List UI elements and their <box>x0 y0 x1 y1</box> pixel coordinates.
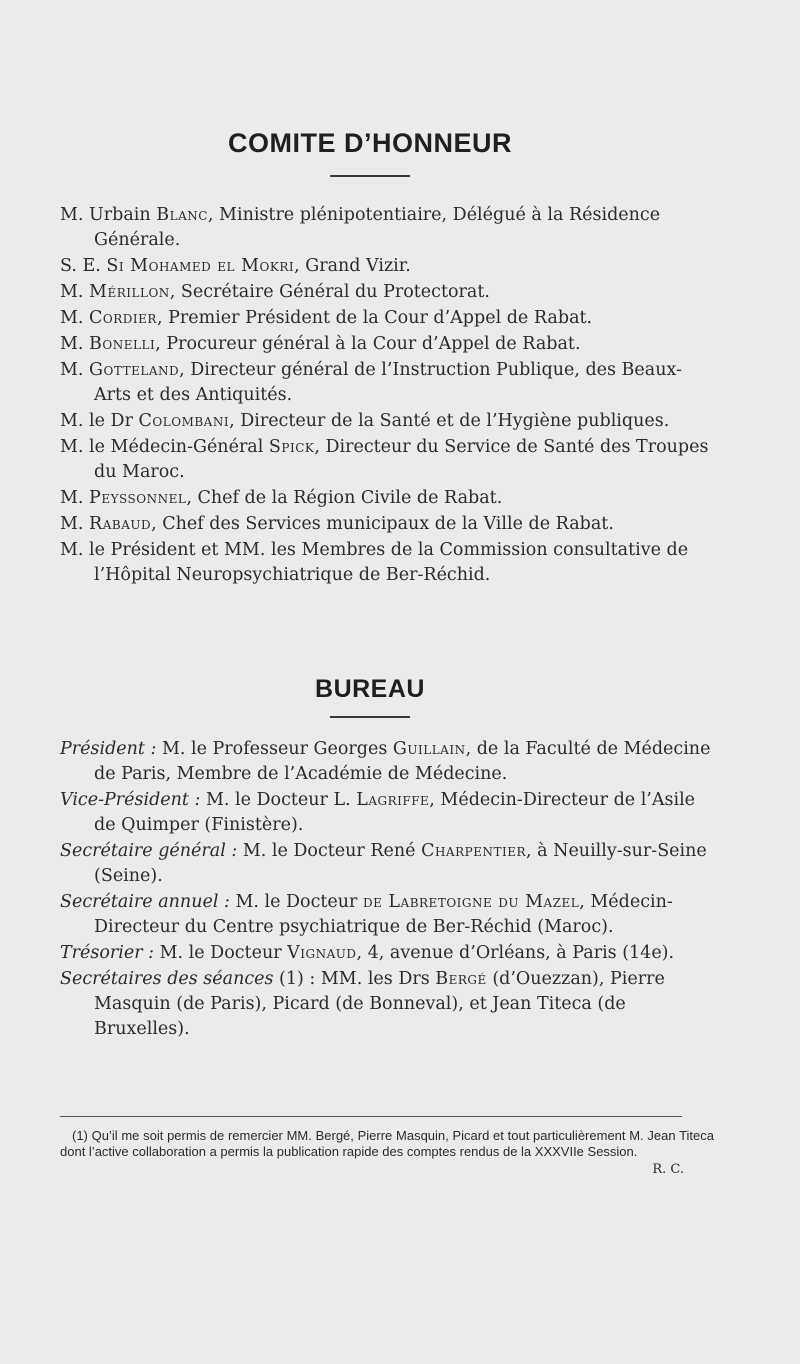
entry-name: Bergé <box>435 969 487 989</box>
entry-name: Colombani <box>138 411 230 431</box>
footnote-text: (1) Qu’il me soit permis de remercier MM. Bergé, Pierre Masquin, Picard et tout particulièrement M. Jean Titeca dont l’active collaboration a permis la publication rapide des comptes rendus de la XXXVIIe Session. <box>60 1128 714 1159</box>
entry-text: , 4, avenue d’Orléans, à Paris (14e). <box>356 943 675 963</box>
entry-role: Secrétaire général : <box>60 841 238 861</box>
entry-text: , Procureur général à la Cour d’Appel de Rabat. <box>155 334 581 354</box>
entry-text: , Chef des Services municipaux de la Ville de Rabat. <box>151 514 614 534</box>
entry-name: Spick <box>268 437 315 457</box>
comite-entry <box>60 409 712 434</box>
entry-name: Bonelli <box>89 334 156 354</box>
entry-text: , Directeur général de l’Instruction Publique, des Beaux-Arts et des Antiquités. <box>94 360 682 405</box>
entry-text: , Chef de la Région Civile de Rabat. <box>186 488 503 508</box>
entry-prefix: M. le Docteur <box>154 943 288 963</box>
entry-prefix: M. le Docteur <box>229 892 363 912</box>
comite-entry <box>60 538 712 588</box>
entry-role: Trésorier : <box>60 943 155 963</box>
entry-prefix: M. <box>60 514 90 534</box>
entry-role: Vice-Président : <box>60 790 201 810</box>
entry-text: , de la Faculté de Médecine de Paris, Membre de l’Académie de Médecine. <box>94 739 711 784</box>
entry-text: , Médecin-Directeur de l’Asile de Quimper (Finistère). <box>94 790 696 835</box>
entry-prefix: M. le Docteur L. <box>200 790 357 810</box>
footnote-rule <box>60 1116 682 1117</box>
entry-text: , Directeur de la Santé et de l’Hygiène publiques. <box>229 411 670 431</box>
comite-entry <box>60 280 712 305</box>
comite-entry <box>60 203 712 253</box>
entry-text: , Directeur du Service de Santé des Troupes du Maroc. <box>94 437 709 482</box>
entry-name: Gotteland <box>89 360 180 380</box>
bureau-entry <box>60 941 712 966</box>
entry-role: Président : <box>60 739 157 759</box>
entry-prefix: M. <box>60 360 90 380</box>
entry-name: Blanc <box>156 205 208 225</box>
comite-entry <box>60 512 712 537</box>
entry-role: Secrétaire annuel : <box>60 892 230 912</box>
entry-role: Secrétaires des séances <box>60 969 274 989</box>
bureau-list <box>60 737 712 1043</box>
entry-text: , Ministre plénipotentiaire, Délégué à la Résidence Générale. <box>94 205 661 250</box>
entry-name: Charpentier <box>421 841 527 861</box>
comite-list <box>60 203 712 589</box>
comite-entry <box>60 435 712 485</box>
section-title-comite: COMITE D’HONNEUR <box>228 128 512 158</box>
entry-text: , à Neuilly-sur-Seine (Seine). <box>94 841 707 886</box>
footnote-signature: R. C. <box>652 1162 684 1177</box>
title-rule <box>330 716 410 718</box>
entry-name: de Labretoigne du Mazel <box>362 892 580 912</box>
entry-text: , Premier Président de la Cour d’Appel de Rabat. <box>156 308 593 328</box>
entry-name: Lagriffe <box>356 790 430 810</box>
bureau-entry <box>60 737 712 787</box>
entry-name: Si Mohamed el Mokri <box>106 256 295 276</box>
entry-name: Vignaud <box>287 943 357 963</box>
entry-text: , Grand Vizir. <box>294 256 411 276</box>
entry-name: Guillain <box>392 739 466 759</box>
entry-prefix: M. Urbain <box>60 205 157 225</box>
entry-text: , Secrétaire Général du Protectorat. <box>169 282 490 302</box>
entry-prefix: M. le Professeur Georges <box>156 739 393 759</box>
bureau-entry <box>60 788 712 838</box>
comite-entry <box>60 358 712 408</box>
entry-prefix: M. <box>60 282 90 302</box>
comite-entry <box>60 254 712 279</box>
comite-entry <box>60 306 712 331</box>
comite-entry <box>60 332 712 357</box>
entry-text: (d’Ouezzan), Pierre Masquin (de Paris), Picard (de Bonneval), et Jean Titeca (de Bruxelles). <box>94 969 665 1039</box>
comite-entry <box>60 486 712 511</box>
footnote <box>60 1128 714 1178</box>
entry-prefix: M. <box>60 488 90 508</box>
entry-name: Peyssonnel <box>89 488 187 508</box>
bureau-entry <box>60 967 712 1042</box>
bureau-entry <box>60 839 712 889</box>
entry-prefix: M. le Président et MM. les Membres de la Commission consultative de l’Hôpital Neuropsychiatrique de Ber-Réchid. <box>60 540 689 585</box>
entry-prefix: S. E. <box>60 256 107 276</box>
entry-prefix: M. <box>60 308 90 328</box>
title-rule <box>330 175 410 177</box>
entry-prefix: M. le Médecin-Général <box>60 437 269 457</box>
entry-prefix: M. le Dr <box>60 411 139 431</box>
entry-name: Rabaud <box>89 514 152 534</box>
entry-text: , Médecin-Directeur du Centre psychiatrique de Ber-Réchid (Maroc). <box>94 892 673 937</box>
entry-name: Cordier <box>89 308 157 328</box>
entry-name: Mérillon <box>89 282 170 302</box>
entry-prefix: M. <box>60 334 90 354</box>
entry-prefix: (1) : MM. les Drs <box>273 969 436 989</box>
bureau-entry <box>60 890 712 940</box>
section-title-bureau: BUREAU <box>315 675 425 703</box>
entry-prefix: M. le Docteur René <box>237 841 422 861</box>
